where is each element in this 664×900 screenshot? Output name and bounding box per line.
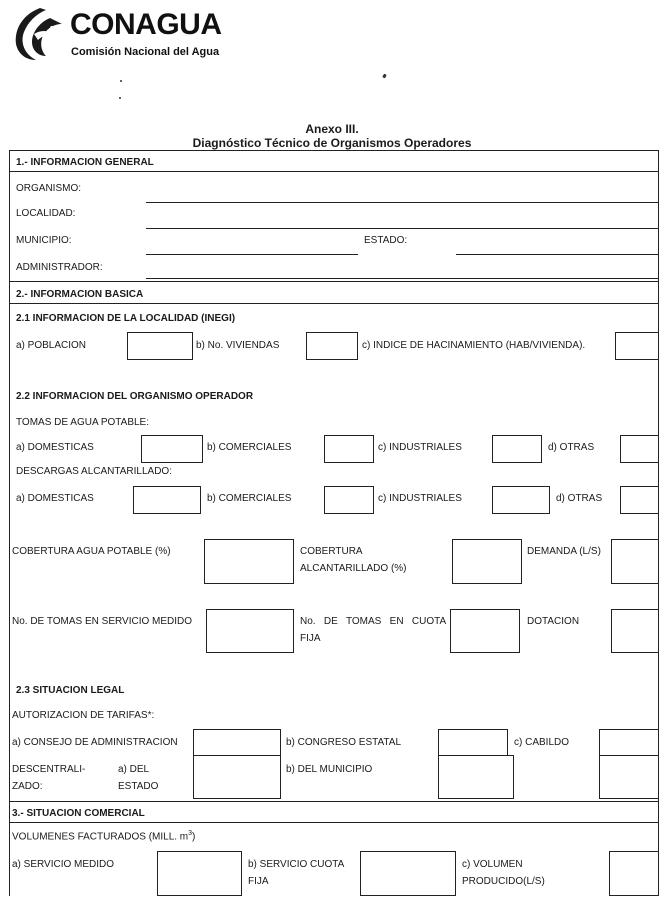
tomas-medido-input[interactable] [206,609,294,653]
administrador-field[interactable] [146,278,659,279]
volumenes-label [12,830,195,842]
scan-speck [120,80,122,82]
dotacion-input[interactable] [611,609,659,653]
subsection-2-2-heading: 2.2 INFORMACION DEL ORGANISMO OPERADOR [16,391,254,402]
servicio-medido-input[interactable] [157,851,242,896]
municipio-field[interactable] [146,254,358,255]
del-municipio-extra-input[interactable] [599,755,659,799]
document-subtitle: Diagnóstico Técnico de Organismos Operadores [192,136,472,150]
viviendas-input[interactable] [306,332,358,360]
conagua-emblem-icon [10,4,66,62]
servicio-cuota-label-2: FIJA [248,876,269,887]
section-3-heading-divider [9,822,659,823]
cabildo-label: c) CABILDO [514,737,570,748]
descargas-label: DESCARGAS ALCANTARILLADO: [16,466,172,477]
logo-wordmark: CONAGUA [70,8,222,41]
demanda-label: DEMANDA (L/S) [527,546,601,557]
organismo-label: ORGANISMO: [16,183,82,194]
del-estado-label-2: ESTADO [118,781,159,792]
tomas-comerciales-input[interactable] [324,435,374,463]
conagua-logo [10,4,240,64]
descentralizado-label-1: DESCENTRALI- [12,764,86,775]
hacinamiento-input[interactable] [615,332,659,360]
tomas-medido-label: No. DE TOMAS EN SERVICIO MEDIDO [12,616,193,627]
cobertura-alc-input[interactable] [452,539,522,584]
tomas-label: TOMAS DE AGUA POTABLE: [16,417,150,428]
servicio-cuota-label-1: b) SERVICIO CUOTA [248,859,345,870]
demanda-input[interactable] [611,539,659,584]
poblacion-label: a) POBLACION [16,340,87,351]
section-1-divider [9,171,659,172]
viviendas-label: b) No. VIVIENDAS [196,340,280,351]
congreso-label: b) CONGRESO ESTATAL [286,737,402,748]
section-2-divider [9,281,659,282]
del-estado-input[interactable] [193,755,281,799]
consejo-input[interactable] [193,729,281,756]
subsection-2-1-heading: 2.1 INFORMACION DE LA LOCALIDAD (INEGI) [16,313,236,324]
municipio-label: MUNICIPIO: [16,235,72,246]
volumenes-superscript: 3 [188,830,193,837]
section-3-divider [9,801,659,802]
volumenes-text: VOLUMENES FACTURADOS (MILL. m [12,831,189,843]
tomas-industriales-input[interactable] [492,435,542,463]
descargas-industriales-label: c) INDUSTRIALES [378,493,462,504]
autorizacion-label: AUTORIZACION DE TARIFAS*: [12,710,155,721]
document-title: Anexo III. [305,122,359,136]
descargas-otras-input[interactable] [620,486,659,514]
congreso-input[interactable] [438,729,508,756]
tomas-industriales-label: c) INDUSTRIALES [378,442,462,453]
volumenes-close: ) [192,831,196,843]
volumen-producido-input[interactable] [609,851,659,896]
logo-subtitle: Comisión Nacional del Agua [71,46,220,58]
descargas-industriales-input[interactable] [492,486,550,514]
cobertura-agua-label: COBERTURA AGUA POTABLE (%) [12,546,171,557]
volumen-producido-label-1: c) VOLUMEN [462,859,523,870]
consejo-label: a) CONSEJO DE ADMINISTRACION [12,737,178,748]
servicio-medido-label: a) SERVICIO MEDIDO [12,859,115,870]
servicio-cuota-input[interactable] [360,851,456,896]
descargas-comerciales-input[interactable] [324,486,374,514]
form-frame [9,150,659,896]
descargas-domesticas-input[interactable] [133,486,201,514]
cobertura-alc-label-2: ALCANTARILLADO (%) [300,563,407,574]
section-2-heading: 2.- INFORMACION BASICA [16,289,144,300]
localidad-field[interactable] [146,228,659,229]
administrador-label: ADMINISTRADOR: [16,262,103,273]
section-2-heading-divider [9,303,659,304]
localidad-label: LOCALIDAD: [16,208,76,219]
tomas-domesticas-input[interactable] [141,435,203,463]
descargas-comerciales-label: b) COMERCIALES [207,493,292,504]
tomas-domesticas-label: a) DOMESTICAS [16,442,94,453]
poblacion-input[interactable] [127,332,193,360]
cobertura-agua-input[interactable] [204,539,294,584]
estado-field[interactable] [456,254,659,255]
section-3-heading: 3.- SITUACION COMERCIAL [12,808,145,819]
tomas-cuota-label-2: FIJA [300,633,321,644]
scan-speck [382,74,387,79]
del-municipio-input[interactable] [438,755,514,799]
descargas-otras-label: d) OTRAS [556,493,603,504]
organismo-field[interactable] [146,202,659,203]
subsection-2-3-heading: 2.3 SITUACION LEGAL [16,685,125,696]
del-estado-label-1: a) DEL [118,764,150,775]
estado-label: ESTADO: [364,235,408,246]
volumen-producido-label-2: PRODUCIDO(L/S) [462,876,545,887]
section-1-heading: 1.- INFORMACION GENERAL [16,157,154,168]
hacinamiento-label: c) INDICE DE HACINAMIENTO (HAB/VIVIENDA). [362,340,586,351]
descentralizado-label-2: ZADO: [12,781,43,792]
cobertura-alc-label-1: COBERTURA [300,546,363,557]
del-municipio-label: b) DEL MUNICIPIO [286,764,373,775]
tomas-cuota-label-1: No. DE TOMAS EN CUOTA [300,616,447,627]
tomas-otras-label: d) OTRAS [548,442,595,453]
cabildo-input[interactable] [599,729,659,756]
tomas-cuota-input[interactable] [450,609,520,653]
tomas-comerciales-label: b) COMERCIALES [207,442,292,453]
descargas-domesticas-label: a) DOMESTICAS [16,493,94,504]
scan-speck [119,97,121,99]
tomas-otras-input[interactable] [620,435,659,463]
dotacion-label: DOTACION [527,616,580,627]
